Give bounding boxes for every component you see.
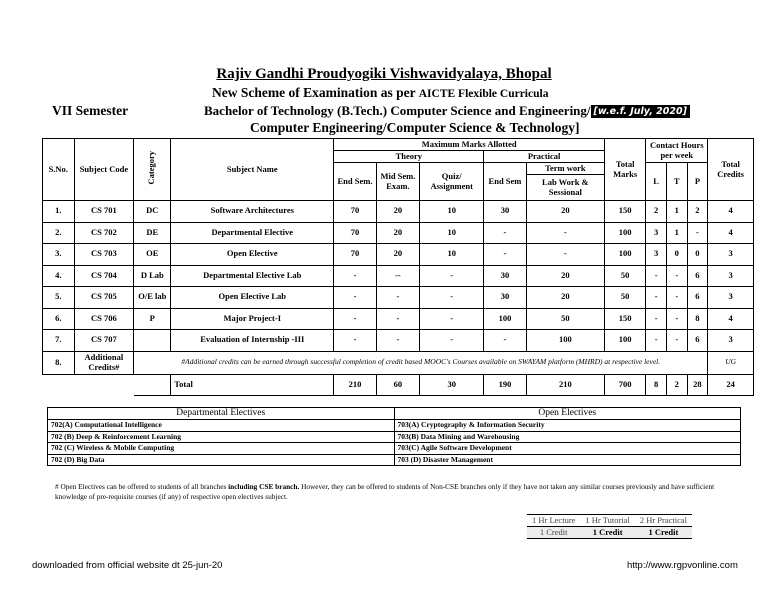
row-mid: 20	[376, 222, 419, 244]
open-electives-title: Open Electives	[394, 408, 741, 420]
header-code: Subject Code	[74, 139, 134, 201]
row-mid: 20	[376, 244, 419, 266]
header-t: T	[666, 163, 687, 201]
open-elective-item: 703(A) Cryptography & Information Security	[394, 420, 741, 432]
header-lab-work: Lab Work & Sessional	[526, 175, 604, 201]
row-credits: 4	[708, 222, 754, 244]
header-mid-sem: Mid Sem. Exam.	[376, 163, 419, 201]
website-url: http://www.rgpvonline.com	[627, 560, 738, 571]
row-name: Departmental Elective	[171, 222, 334, 244]
header-end-sem-practical: End Sem	[484, 163, 526, 201]
table-row-additional	[43, 351, 754, 374]
row-pend: 30	[484, 265, 526, 287]
row-mid: 20	[376, 201, 419, 223]
header-l: L	[646, 163, 667, 201]
row-name: Software Architectures	[171, 201, 334, 223]
table-row	[43, 330, 754, 352]
row-l: -	[646, 308, 667, 330]
row-code: Additional Credits#	[74, 351, 134, 374]
row-quiz: 10	[420, 201, 484, 223]
row-pend: -	[484, 330, 526, 352]
header-total-marks: Total Marks	[605, 139, 646, 201]
download-note: downloaded from official website dt 25-jun-20	[32, 560, 223, 571]
row-sno: 7.	[43, 330, 75, 352]
total-quiz: 30	[420, 374, 484, 395]
row-l: 2	[646, 201, 667, 223]
header-contact-hours: Contact Hours per week	[646, 139, 708, 163]
row-category	[134, 330, 171, 352]
row-t: -	[666, 308, 687, 330]
row-quiz: -	[420, 308, 484, 330]
row-sno: 8.	[43, 351, 75, 374]
row-credits: UG	[708, 351, 754, 374]
additional-credits-note: #Additional credits can be earned through successful completion of credit based MOOC's Courses available on SWAYAM platform (MHRD) at respective level.	[134, 351, 708, 374]
table-row	[43, 201, 754, 223]
row-lab: 100	[526, 330, 604, 352]
row-credits: 3	[708, 330, 754, 352]
empty-cell	[43, 374, 75, 395]
row-name: Departmental Elective Lab	[171, 265, 334, 287]
row-pend: 30	[484, 287, 526, 309]
electives-table	[47, 407, 741, 466]
credit-key-value: 1 Credit	[527, 527, 580, 539]
row-t: 1	[666, 201, 687, 223]
wef-badge: [w.e.f. July, 2020]	[591, 105, 690, 118]
scheme-table	[42, 138, 754, 396]
row-total: 50	[605, 287, 646, 309]
row-credits: 3	[708, 265, 754, 287]
table-row	[43, 222, 754, 244]
row-pend: 30	[484, 201, 526, 223]
row-mid: -	[376, 287, 419, 309]
row-l: 3	[646, 222, 667, 244]
footnote-post: However, they can be offered to students of Non-CSE branches only if they have not taken any similar courses previously and have sufficient knowledge of pre-requisite courses (if any) of respective open electives subject.	[55, 482, 715, 501]
row-total: 150	[605, 308, 646, 330]
header-p: P	[687, 163, 708, 201]
row-quiz: -	[420, 330, 484, 352]
page-title: Rajiv Gandhi Proudyogiki Vishwavidyalaya, Bhopal	[216, 66, 552, 82]
program-text: Bachelor of Technology (B.Tech.) Computer Science and Engineering/	[204, 103, 591, 118]
program-heading	[204, 103, 690, 119]
row-total: 50	[605, 265, 646, 287]
credit-key-value: 1 Credit	[635, 527, 692, 539]
row-quiz: 10	[420, 244, 484, 266]
row-category: OE	[134, 244, 171, 266]
row-p: 8	[687, 308, 708, 330]
row-t: -	[666, 287, 687, 309]
row-p: 6	[687, 287, 708, 309]
row-category: DE	[134, 222, 171, 244]
footnote-pre: # Open Electives can be offered to students of all branches	[55, 482, 229, 491]
row-name: Open Elective	[171, 244, 334, 266]
header-category-text: Category	[146, 151, 157, 185]
header-term-work: Term work	[526, 163, 604, 175]
row-name: Open Elective Lab	[171, 287, 334, 309]
row-end: 70	[334, 244, 376, 266]
total-p: 28	[687, 374, 708, 395]
row-lab: 20	[526, 287, 604, 309]
scheme-main: New Scheme of Examination as per	[212, 85, 416, 100]
row-sno: 6.	[43, 308, 75, 330]
row-t: -	[666, 330, 687, 352]
scheme-aicte: AICTE Flexible Curricula	[418, 88, 549, 100]
row-code: CS 707	[74, 330, 134, 352]
row-end: -	[334, 330, 376, 352]
row-name: Major Project-I	[171, 308, 334, 330]
header-sno: S.No.	[43, 139, 75, 201]
row-p: 6	[687, 265, 708, 287]
row-credits: 3	[708, 287, 754, 309]
dept-elective-item: 702 (B) Deep & Reinforcement Learning	[48, 431, 395, 443]
row-p: -	[687, 222, 708, 244]
dept-elective-item: 702 (C) Wireless & Mobile Computing	[48, 443, 395, 455]
row-sno: 4.	[43, 265, 75, 287]
total-mid: 60	[376, 374, 419, 395]
row-end: -	[334, 287, 376, 309]
row-credits: 3	[708, 244, 754, 266]
row-p: 0	[687, 244, 708, 266]
row-l: -	[646, 287, 667, 309]
row-sno: 3.	[43, 244, 75, 266]
open-electives-footnote	[55, 482, 735, 502]
scheme-heading	[212, 85, 548, 101]
row-sno: 5.	[43, 287, 75, 309]
credit-key-tutorial: 1 Hr Tutorial	[580, 515, 634, 527]
row-l: 3	[646, 244, 667, 266]
row-total: 100	[605, 330, 646, 352]
credit-key-value: 1 Credit	[580, 527, 634, 539]
total-marks: 700	[605, 374, 646, 395]
row-lab: 20	[526, 265, 604, 287]
open-elective-item: 703 (D) Disaster Management	[394, 454, 741, 466]
total-credits: 24	[708, 374, 754, 395]
row-category: P	[134, 308, 171, 330]
dept-electives-title: Departmental Electives	[48, 408, 395, 420]
row-total: 150	[605, 201, 646, 223]
row-mid: -	[376, 308, 419, 330]
row-end: -	[334, 308, 376, 330]
row-lab: -	[526, 222, 604, 244]
row-quiz: -	[420, 265, 484, 287]
row-lab: 20	[526, 201, 604, 223]
header-practical: Practical	[484, 151, 605, 163]
row-code: CS 702	[74, 222, 134, 244]
row-lab: -	[526, 244, 604, 266]
empty-cell	[134, 374, 171, 395]
total-pend: 190	[484, 374, 526, 395]
row-end: 70	[334, 201, 376, 223]
row-total: 100	[605, 222, 646, 244]
row-pend: -	[484, 244, 526, 266]
row-end: 70	[334, 222, 376, 244]
dept-elective-item: 702 (D) Big Data	[48, 454, 395, 466]
row-mid: --	[376, 265, 419, 287]
row-code: CS 703	[74, 244, 134, 266]
row-quiz: 10	[420, 222, 484, 244]
table-row	[43, 287, 754, 309]
row-t: 1	[666, 222, 687, 244]
row-code: CS 706	[74, 308, 134, 330]
header-quiz: Quiz/ Assignment	[420, 163, 484, 201]
open-elective-item: 703(C) Agile Software Development	[394, 443, 741, 455]
row-t: 0	[666, 244, 687, 266]
row-mid: -	[376, 330, 419, 352]
header-total-credits: Total Credits	[708, 139, 754, 201]
row-p: 6	[687, 330, 708, 352]
footnote-bold: including CSE branch.	[228, 482, 300, 491]
header-name: Subject Name	[171, 139, 334, 201]
table-row-total	[43, 374, 754, 395]
table-row	[43, 265, 754, 287]
header-theory: Theory	[334, 151, 484, 163]
program-heading-2: Computer Engineering/Computer Science & Technology]	[250, 120, 580, 135]
row-pend: -	[484, 222, 526, 244]
total-lab: 210	[526, 374, 604, 395]
total-label: Total	[171, 374, 334, 395]
semester-label: VII Semester	[52, 103, 129, 118]
row-lab: 50	[526, 308, 604, 330]
total-t: 2	[666, 374, 687, 395]
credit-key-table	[527, 514, 692, 539]
row-l: -	[646, 330, 667, 352]
row-category: O/E lab	[134, 287, 171, 309]
credit-key-lecture: 1 Hr Lecture	[527, 515, 580, 527]
table-row	[43, 308, 754, 330]
row-code: CS 704	[74, 265, 134, 287]
header-end-sem: End Sem.	[334, 163, 376, 201]
header-max-marks: Maximum Marks Allotted	[334, 139, 605, 151]
table-row	[43, 244, 754, 266]
row-pend: 100	[484, 308, 526, 330]
row-t: -	[666, 265, 687, 287]
row-code: CS 705	[74, 287, 134, 309]
empty-cell	[74, 374, 134, 395]
row-p: 2	[687, 201, 708, 223]
row-credits: 4	[708, 308, 754, 330]
row-quiz: -	[420, 287, 484, 309]
row-category: DC	[134, 201, 171, 223]
row-credits: 4	[708, 201, 754, 223]
dept-elective-item: 702(A) Computational Intelligence	[48, 420, 395, 432]
total-l: 8	[646, 374, 667, 395]
row-sno: 2.	[43, 222, 75, 244]
row-sno: 1.	[43, 201, 75, 223]
row-total: 100	[605, 244, 646, 266]
open-elective-item: 703(B) Data Mining and Warehousing	[394, 431, 741, 443]
row-end: -	[334, 265, 376, 287]
total-end: 210	[334, 374, 376, 395]
credit-key-practical: 2 Hr Practical	[635, 515, 692, 527]
row-name: Evaluation of Internship -III	[171, 330, 334, 352]
header-category	[134, 139, 171, 201]
row-category: D Lab	[134, 265, 171, 287]
row-l: -	[646, 265, 667, 287]
row-code: CS 701	[74, 201, 134, 223]
